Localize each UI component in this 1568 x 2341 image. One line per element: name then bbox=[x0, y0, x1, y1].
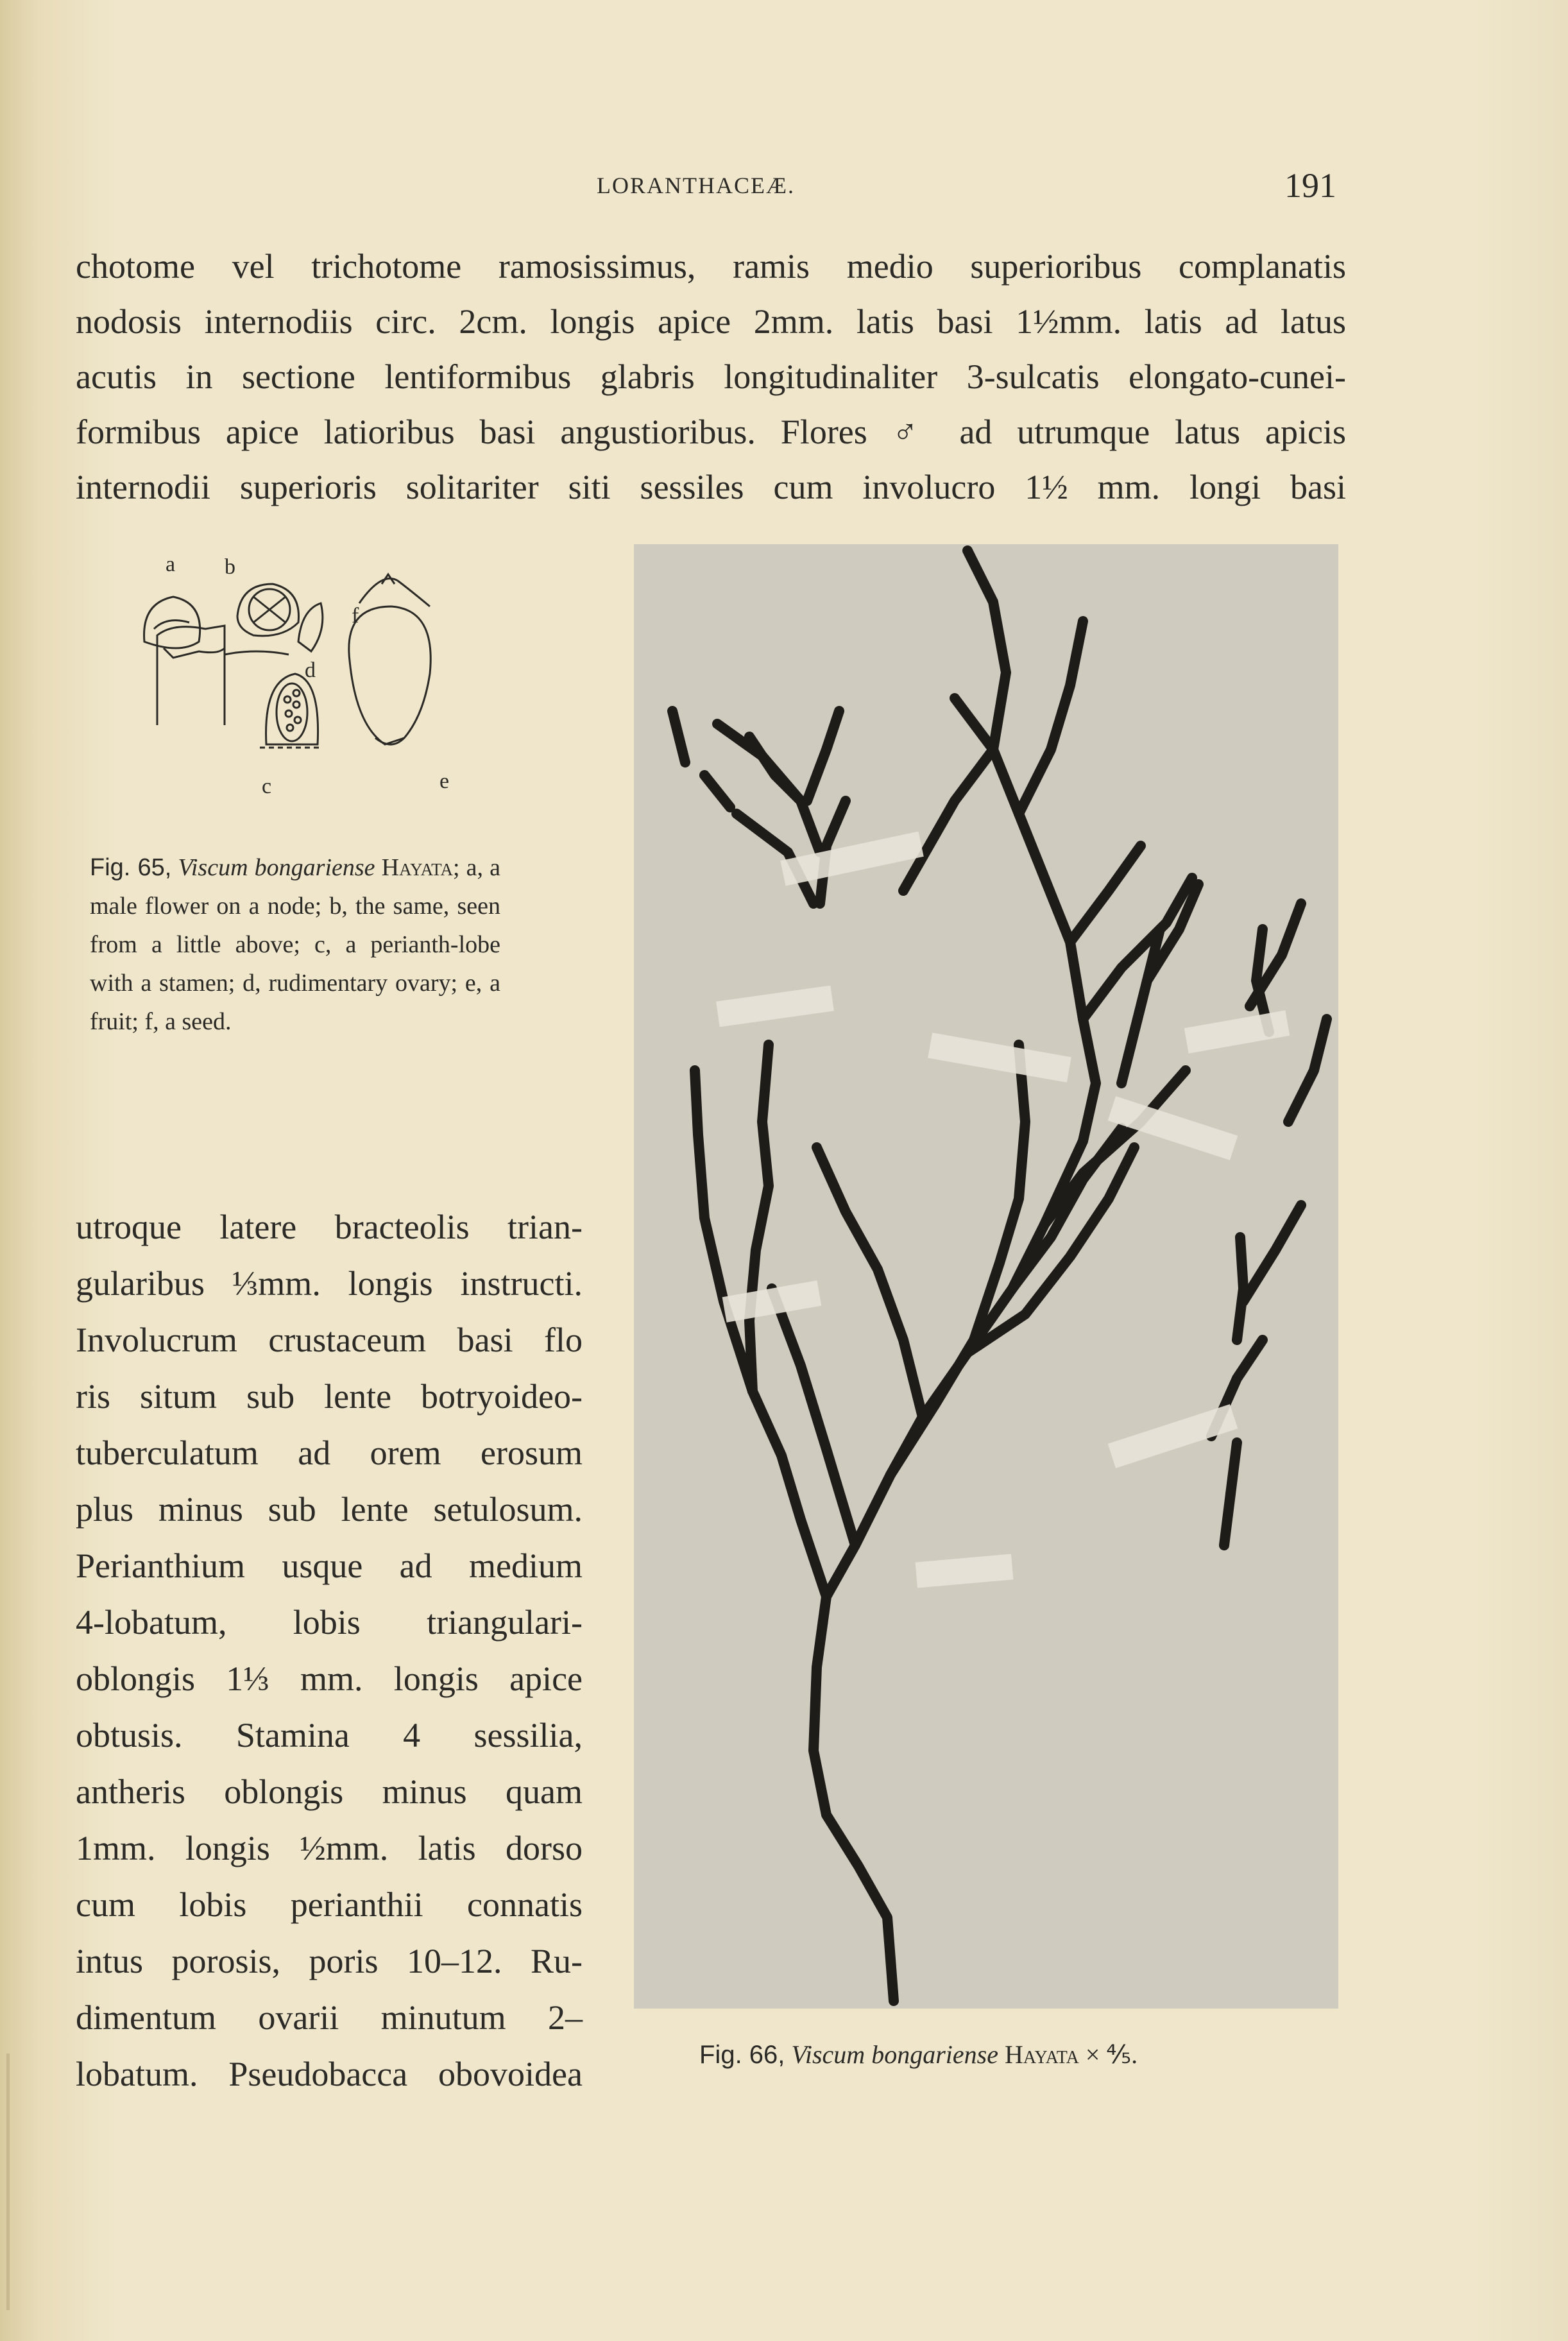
label-a: a bbox=[166, 553, 176, 576]
figure-65-caption bbox=[90, 848, 500, 1041]
label-b: b bbox=[225, 555, 235, 579]
magnification: × ⅘. bbox=[1085, 2040, 1138, 2069]
drawing-e-fruit bbox=[349, 606, 430, 744]
drawing-a-flower bbox=[144, 597, 200, 648]
drawing-d-ovary bbox=[298, 603, 323, 651]
text-line: acutis in sectione lentiformibus glabris longitudinaliter 3-sulcatis elongato-cunei- bbox=[76, 357, 1346, 396]
text-line: intus porosis, poris 10–12. Ru- bbox=[76, 1942, 583, 1980]
figure-66-caption bbox=[699, 2039, 1328, 2070]
text-line: obtusis. Stamina 4 sessilia, bbox=[76, 1716, 583, 1754]
species-name: Viscum bongariense bbox=[791, 2040, 998, 2069]
figure-65-drawing bbox=[128, 545, 513, 834]
label-c: c bbox=[262, 775, 272, 798]
label-e: e bbox=[439, 769, 450, 793]
caption-description: ; a, a male flower on a node; b, the same, seen from a little above; c, a perianth-lobe with a stamen; d, rudimentary ovary; e, a fruit; f, a seed. bbox=[90, 854, 501, 1035]
text-line: ris situm sub lente botryoideo- bbox=[76, 1377, 583, 1416]
left-column-text bbox=[76, 1199, 583, 2102]
figure-66-photograph bbox=[634, 544, 1338, 2009]
text-line: oblongis 1⅓ mm. longis apice bbox=[76, 1659, 583, 1698]
text-line: plus minus sub lente setulosum. bbox=[76, 1490, 583, 1529]
text-line: internodii superioris solitariter siti sessiles cum involucro 1½ mm. longi basi bbox=[76, 468, 1346, 506]
drawing-a-node bbox=[157, 626, 225, 725]
figure-number: Fig. 66, bbox=[699, 2041, 785, 2069]
label-d: d bbox=[305, 658, 316, 682]
text-line: antheris oblongis minus quam bbox=[76, 1772, 583, 1811]
text-line: cum lobis perianthii connatis bbox=[76, 1885, 583, 1924]
text-line: nodosis internodiis circ. 2cm. longis apice 2mm. latis basi 1½mm. latis ad latus bbox=[76, 302, 1346, 341]
running-head: LORANTHACEÆ. bbox=[597, 173, 795, 198]
text-line: Involucrum crustaceum basi flo bbox=[76, 1321, 583, 1359]
gutter-shadow bbox=[6, 2054, 10, 2310]
page-number: 191 bbox=[1284, 166, 1336, 205]
text-line: 4-lobatum, lobis triangulari- bbox=[76, 1603, 583, 1642]
author-name: Hayata bbox=[381, 854, 453, 881]
text-line: 1mm. longis ½mm. latis dorso bbox=[76, 1829, 583, 1867]
label-f: f bbox=[352, 604, 359, 628]
text-line: lobatum. Pseudobacca obovoidea bbox=[76, 2055, 583, 2093]
text-line: Perianthium usque ad medium bbox=[76, 1547, 583, 1585]
text-line: tuberculatum ad orem erosum bbox=[76, 1434, 583, 1472]
text-line: gularibus ⅓mm. longis instructi. bbox=[76, 1264, 583, 1303]
text-line: dimentum ovarii minutum 2– bbox=[76, 1998, 583, 2037]
text-line: chotome vel trichotome ramosissimus, ramis medio superioribus complanatis bbox=[76, 247, 1346, 286]
top-paragraph bbox=[76, 239, 1346, 515]
text-line: utroque latere bracteolis trian- bbox=[76, 1208, 583, 1246]
figure-number: Fig. 65, bbox=[90, 854, 172, 881]
species-name: Viscum bongariense bbox=[178, 854, 375, 881]
text-line: formibus apice latioribus basi angustioribus. Flores ♂ ad utrumque latus apicis bbox=[76, 413, 1346, 451]
author-name: Hayata bbox=[1004, 2040, 1079, 2069]
